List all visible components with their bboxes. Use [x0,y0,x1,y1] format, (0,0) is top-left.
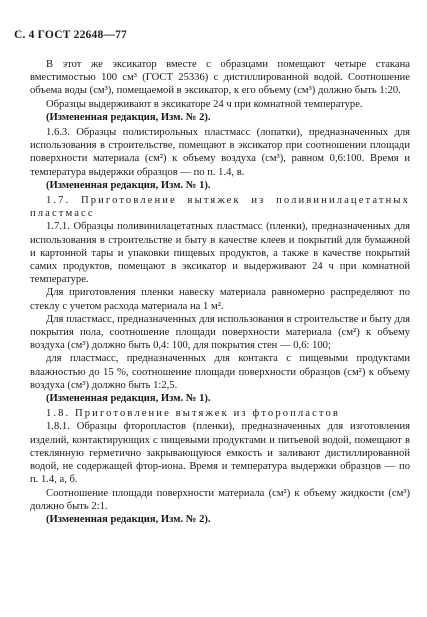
paragraph-1-8-1: 1.8.1. Образцы фторопластов (пленки), предназначенных для изготовления изделий, контактирующих с пищевыми продуктами и питьевой водой, помещают в стеклянную герметично закрывающуюся емкость и заливают дистиллированной водой, не содержащей фтор-иона. Время и температура выдержки образцов — по п. 1.4, а, б. [30,421,410,486]
paragraph-p10: для пластмасс, предназначенных для контакта с пищевыми продуктами влажностью до 15 %, соотношение площади поверхности образцов (см²) к объему воздуха (см³) должно быть 1:2,5. [30,353,410,391]
amendment-note: (Измененная редакция, Изм. № 2). [46,513,211,525]
paragraph-p14: Соотношение площади поверхности материала (см²) к объему жидкости (см³) должно быть 2:1. [30,487,410,512]
amendment-note: (Измененная редакция, Изм. № 1). [46,393,211,405]
amendment-note: (Измененная редакция, Изм. № 2). [46,111,211,123]
paragraph-1-6-3: 1.6.3. Образцы полистирольных пластмасс (лопатки), предназначенных для использования в строительстве, помещают в эксикатор при соотношении площади поверхности материала (см²) к объему воздуха (см³), равном 0,6:100. Время и температура выдержки образцов — по п. 1.4, в. [30,127,410,178]
document-body [30,58,410,528]
paragraph-p1: В этот же эксикатор вместе с образцами помещают четыре стакана вместимостью 100 см³ (ГОСТ 25336) с дистиллированной водой. Соотношение объема воды (см³), помещаемой в эксикатор, к его объему (см³) должно быть 1:20. [30,59,410,97]
paragraph-1-7-1: 1.7.1. Образцы поливинилацетатных пластмасс (пленки), предназначенных для использования в строительстве и быту в качестве клеев и покрытий для бумажной и картонной тары и упаковки пищевых продуктов, а также в качестве покрытий самих продуктов, помещают в эксикатор и выдерживают 24 ч при комнатной температуре. [30,221,410,286]
paragraph-p2: Образцы выдерживают в эксикаторе 24 ч при комнатной температуре. [46,98,363,110]
amendment-note: (Измененная редакция, Изм. № 1). [46,179,211,191]
paragraph-p9: Для пластмасс, предназначенных для использования в строительстве и быту для покрытия пола, соотношение площади поверхности материала (см²) к объему воздуха (см³) должно быть 0,4: 100, для покрытия стен — 0,6: 100; [30,313,410,352]
page-header: С. 4 ГОСТ 22648—77 [14,29,127,41]
section-heading-1-8: 1.8. Приготовление вытяжек из фторопластов [46,408,340,420]
section-heading-1-7: 1.7. Приготовление вытяжек из поливинилацетатных пластмасс [30,195,410,220]
paragraph-p8: Для приготовления пленки навеску материала равномерно распределяют по стеклу с учетом расхода материала на 1 м². [30,287,410,312]
